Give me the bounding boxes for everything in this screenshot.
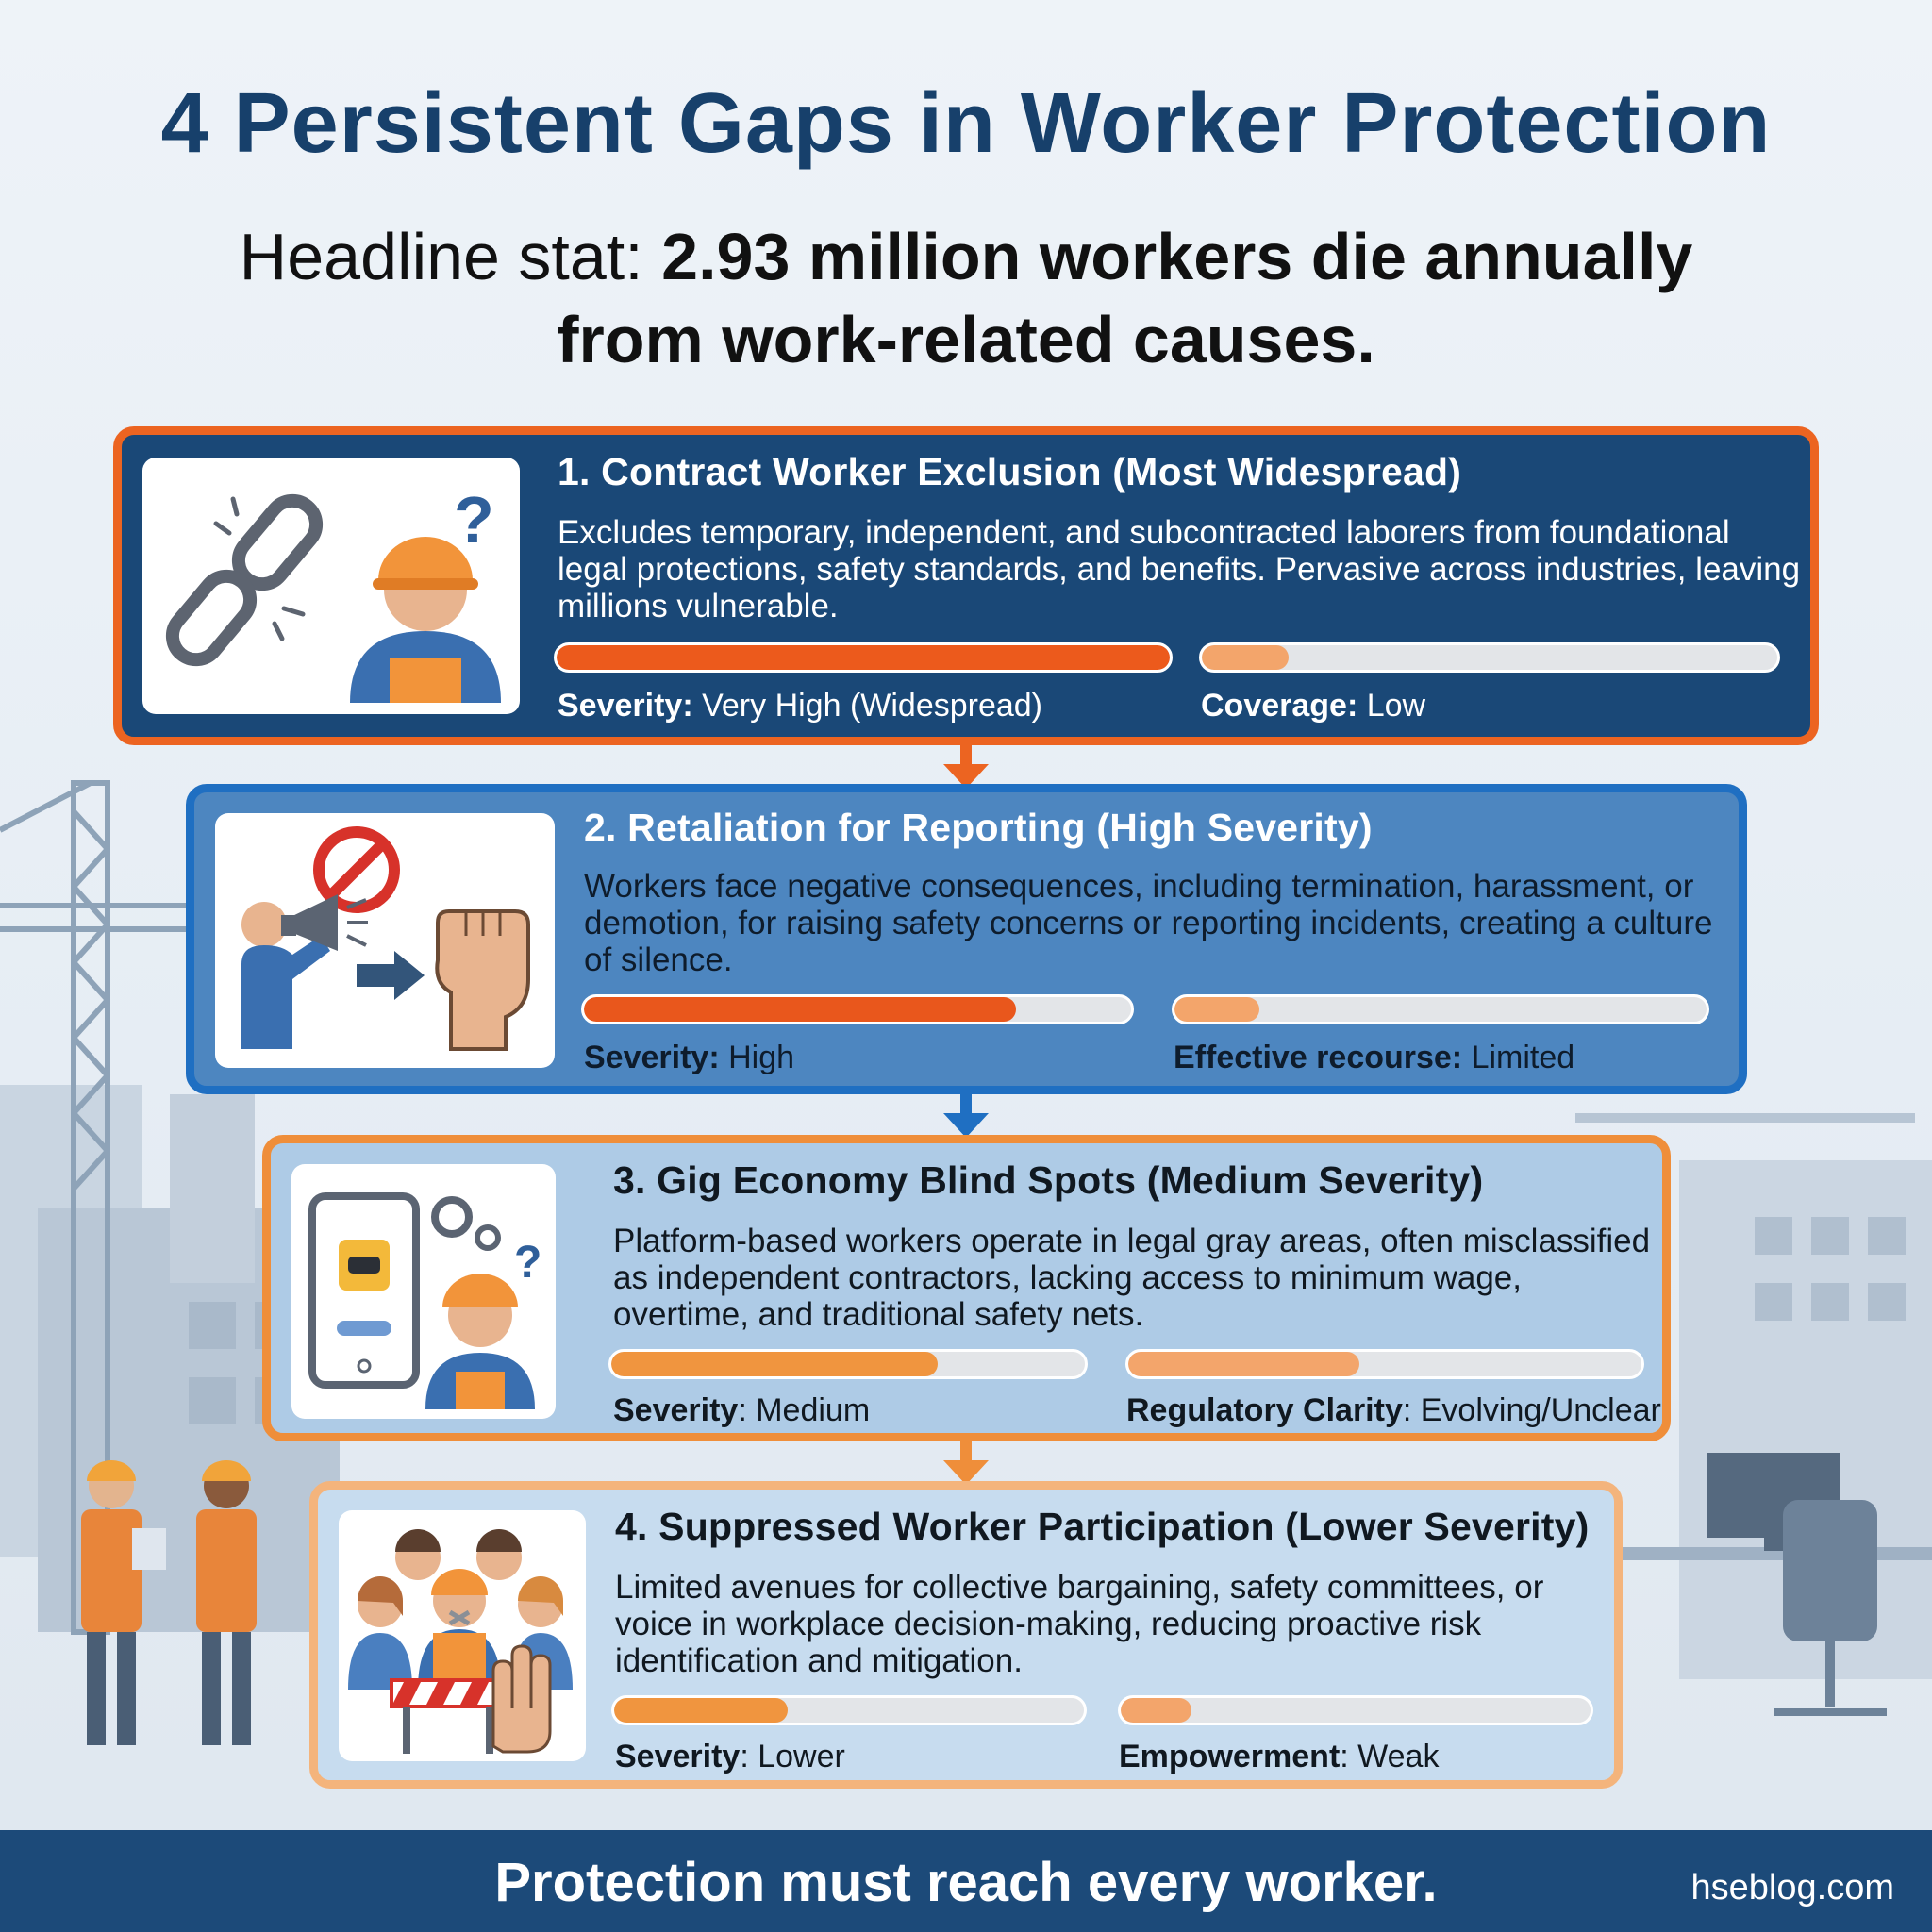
headline-stat [211, 215, 1721, 381]
metric-value: Very High (Widespread) [692, 688, 1043, 724]
headline-lead: Headline stat: [239, 220, 662, 293]
regulatory-clarity-bar [1125, 1349, 1644, 1379]
metric-name: Regulatory Clarity [1126, 1392, 1403, 1428]
coverage-bar [1199, 642, 1780, 673]
headline-strong: 2.93 million workers die annually from work-related causes. [557, 220, 1693, 376]
severity-bar [611, 1695, 1087, 1725]
metric-name: Severity: [584, 1040, 720, 1075]
metric-name: Severity [615, 1739, 741, 1774]
broken-chain-worker-icon [142, 458, 520, 714]
coverage-bar-fill [1202, 645, 1289, 670]
metric-value: : Medium [738, 1392, 871, 1428]
empowerment-bar [1118, 1695, 1593, 1725]
svg-text:?: ? [514, 1238, 542, 1288]
empowerment-bar-fill [1121, 1698, 1191, 1723]
coverage-label [1201, 688, 1425, 724]
severity-label [613, 1392, 870, 1429]
phone-app-worker-icon [291, 1164, 556, 1419]
footer-banner [0, 1830, 1932, 1932]
severity-label [584, 1040, 794, 1076]
down-arrow-icon [941, 1440, 991, 1487]
page-title: 4 Persistent Gaps in Worker Protection [160, 76, 1772, 171]
severity-bar [554, 642, 1173, 673]
empowerment-label [1119, 1739, 1439, 1775]
gap-title: 1. Contract Worker Exclusion (Most Widespread) [558, 450, 1462, 493]
gap-title: 4. Suppressed Worker Participation (Lower Severity) [615, 1505, 1590, 1548]
metric-value: Low [1357, 688, 1426, 724]
gap-card-4 [309, 1481, 1623, 1789]
gap-title: 2. Retaliation for Reporting (High Severity) [584, 806, 1373, 849]
severity-bar [581, 994, 1134, 1024]
metric-name: Coverage: [1201, 688, 1358, 724]
metric-value: : Evolving/Unclear [1402, 1392, 1661, 1428]
severity-label [558, 688, 1042, 724]
severity-bar-fill [611, 1352, 938, 1376]
gap-description: Limited avenues for collective bargaining, safety committees, or voice in workplace decision-making, reducing proactive risk identification and mitigation. [615, 1569, 1544, 1679]
gap-description: Workers face negative consequences, including termination, harassment, or demotion, for raising safety concerns or reporting incidents, creating a culture of silence. [584, 868, 1713, 978]
source-credit: hseblog.com [1690, 1868, 1894, 1907]
regulatory-clarity-bar-fill [1128, 1352, 1359, 1376]
metric-value: High [719, 1040, 795, 1075]
metric-name: Empowerment [1119, 1739, 1341, 1774]
footer-tagline: Protection must reach every worker. [494, 1852, 1438, 1913]
severity-bar-fill [614, 1698, 788, 1723]
gap-card-1 [113, 426, 1819, 745]
metric-name: Severity: [558, 688, 693, 724]
severity-bar-fill [584, 997, 1016, 1022]
gap-title: 3. Gig Economy Blind Spots (Medium Severity) [613, 1158, 1484, 1202]
severity-bar [608, 1349, 1088, 1379]
regulatory-clarity-label [1126, 1392, 1661, 1429]
recourse-bar [1172, 994, 1709, 1024]
metric-name: Effective recourse: [1174, 1040, 1463, 1075]
metric-value: : Weak [1340, 1739, 1440, 1774]
gap-description: Excludes temporary, independent, and subcontracted laborers from foundational legal protections, safety standards, and benefits. Pervasive across industries, leaving millions vulnerable. [558, 514, 1801, 625]
metric-value: : Lower [740, 1739, 845, 1774]
severity-label [615, 1739, 845, 1775]
severity-bar-fill [557, 645, 1170, 670]
silenced-group-icon [339, 1510, 586, 1761]
gap-card-3 [262, 1135, 1671, 1441]
megaphone-fist-icon [215, 813, 555, 1068]
gap-card-2 [186, 784, 1747, 1094]
gap-description: Platform-based workers operate in legal gray areas, often misclassified as independent contractors, lacking access to minimum wage, overtime, and traditional safety nets. [613, 1223, 1651, 1333]
svg-text:?: ? [454, 483, 494, 557]
metric-name: Severity [613, 1392, 739, 1428]
recourse-label [1174, 1040, 1574, 1076]
down-arrow-icon [941, 1092, 991, 1140]
metric-value: Limited [1462, 1040, 1575, 1075]
recourse-bar-fill [1174, 997, 1259, 1022]
